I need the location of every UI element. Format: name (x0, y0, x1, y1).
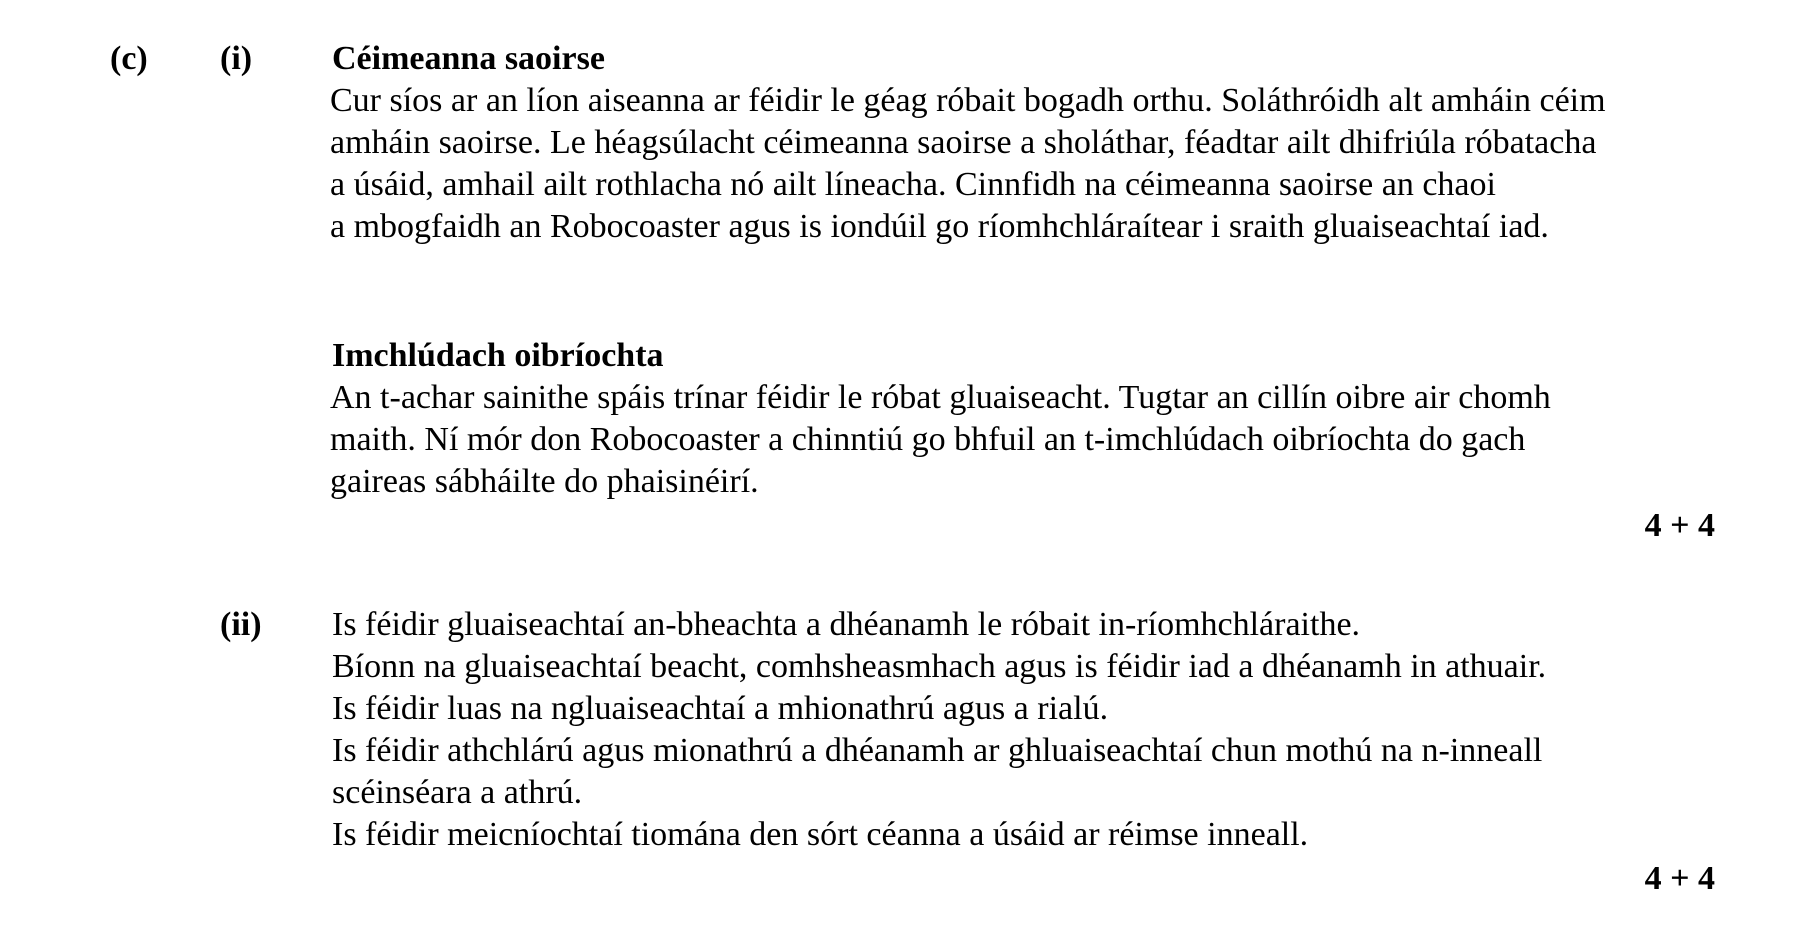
text-line: amháin saoirse. Le héagsúlacht céimeanna saoirse a sholáthar, féadtar ailt dhifriúla róbatacha (330, 124, 1597, 161)
text-line: scéinséara a athrú. (332, 774, 583, 811)
text-line: An t-achar sainithe spáis trínar féidir le róbat gluaiseacht. Tugtar an cillín oibre air chomh (330, 379, 1551, 416)
part-i-label: (i) (220, 40, 253, 77)
text-line: maith. Ní mór don Robocoaster a chinntiú go bhfuil an t-imchlúdach oibríochta do gach (330, 421, 1526, 458)
marks-part-i: 4 + 4 (1644, 507, 1715, 544)
text-line: Is féidir meicníochtaí tiomána den sórt céanna a úsáid ar réimse inneall. (332, 816, 1309, 853)
marks-part-ii: 4 + 4 (1644, 860, 1715, 897)
text-line: a úsáid, amhail ailt rothlacha nó ailt líneacha. Cinnfidh na céimeanna saoirse an chaoi (330, 166, 1496, 203)
text-line: Is féidir luas na ngluaiseachtaí a mhionathrú agus a rialú. (332, 690, 1109, 727)
section-heading-degrees-of-freedom: Céimeanna saoirse (332, 40, 605, 77)
section-body-degrees-of-freedom (330, 80, 1606, 248)
text-line: gaireas sábháilte do phaisinéirí. (330, 463, 759, 500)
section-body-work-envelope (330, 377, 1551, 503)
text-line: Is féidir gluaiseachtaí an-bheachta a dhéanamh le róbait in-ríomhchláraithe. (332, 606, 1361, 643)
part-c-label: (c) (110, 40, 148, 77)
section-heading-work-envelope: Imchlúdach oibríochta (332, 337, 664, 374)
text-line: Cur síos ar an líon aiseanna ar féidir le géag róbait bogadh orthu. Soláthróidh alt amháin céim (330, 82, 1606, 119)
part-ii-label: (ii) (220, 606, 262, 643)
text-line: Is féidir athchlárú agus mionathrú a dhéanamh ar ghluaiseachtaí chun mothú na n-inneall (332, 732, 1543, 769)
text-line: Bíonn na gluaiseachtaí beacht, comhsheasmhach agus is féidir iad a dhéanamh in athuair. (332, 648, 1547, 685)
text-line: a mbogfaidh an Robocoaster agus is iondúil go ríomhchláraítear i sraith gluaiseachtaí iad. (330, 208, 1549, 245)
section-body-advantages (332, 604, 1546, 856)
